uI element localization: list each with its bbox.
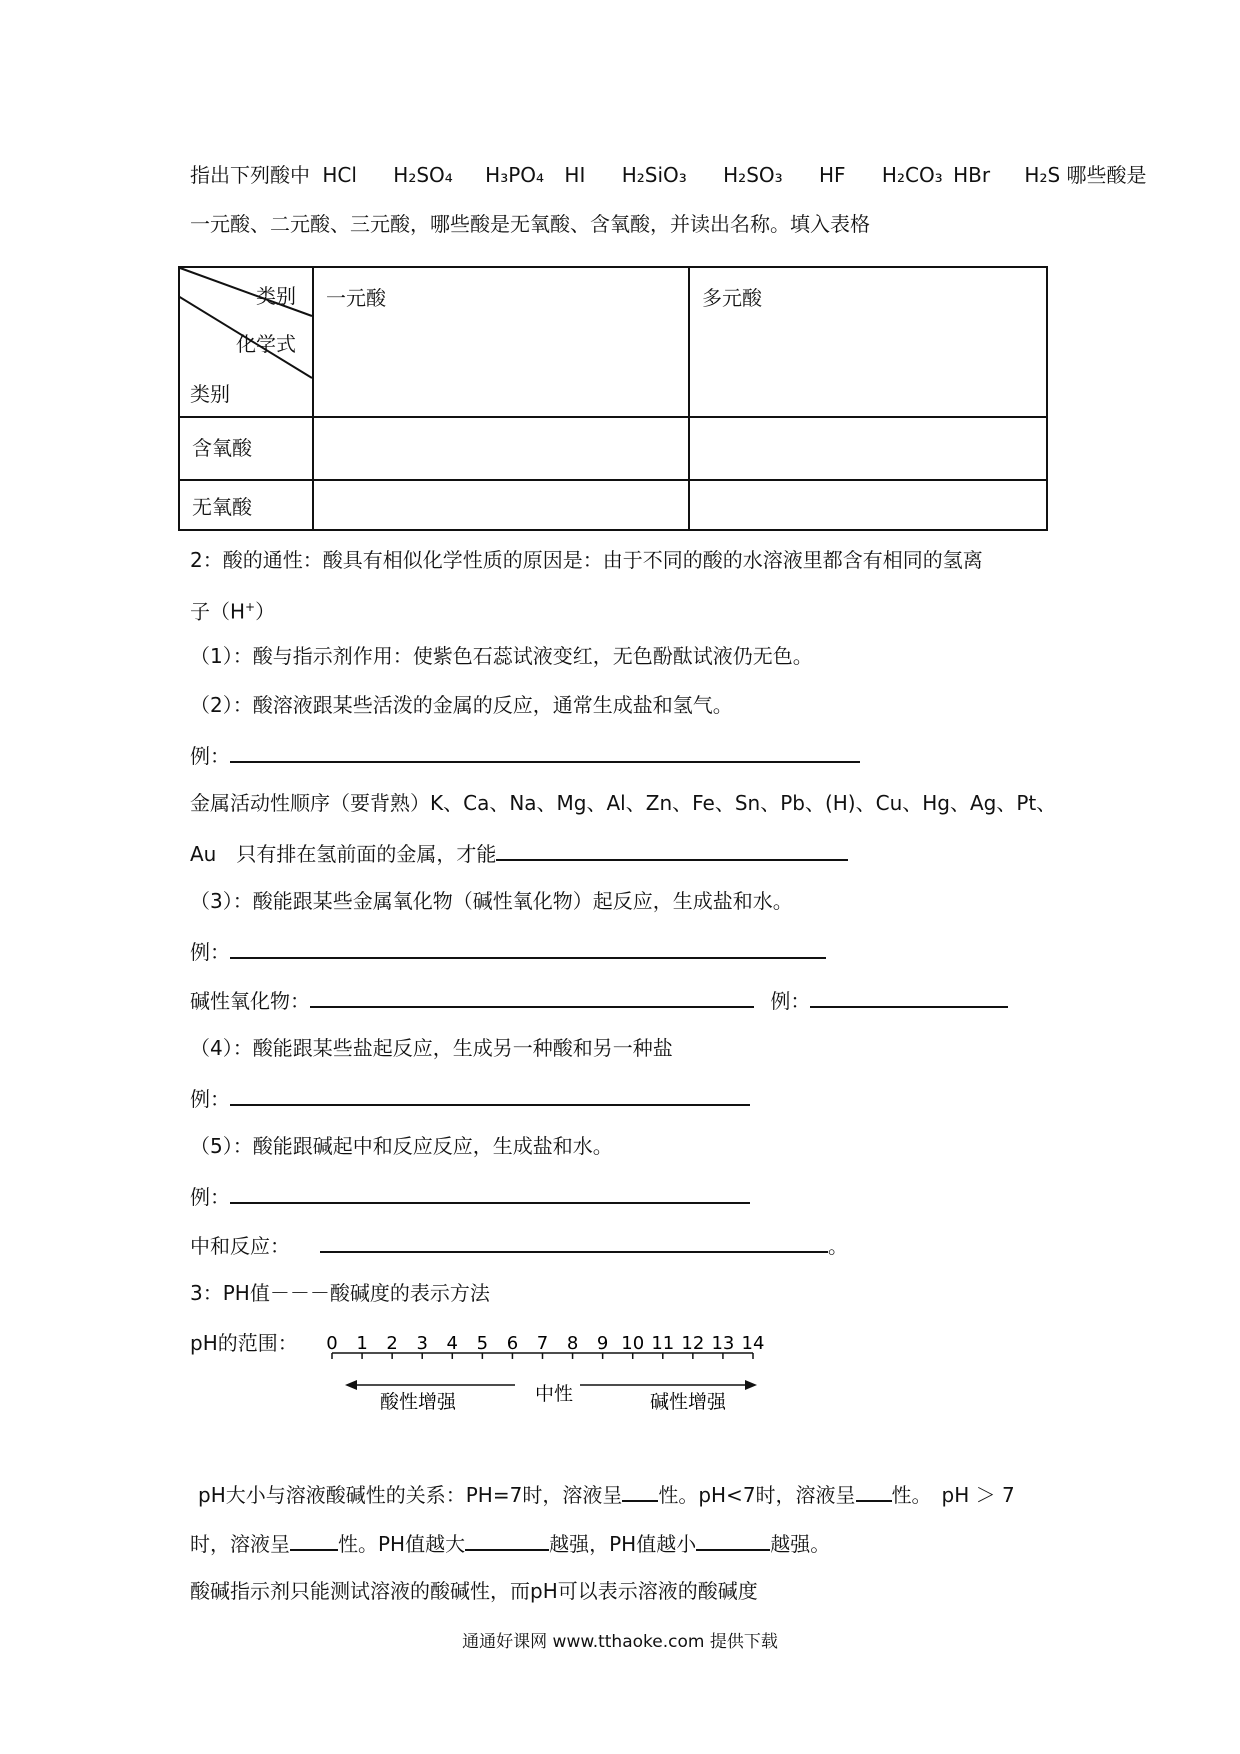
acid-h2sio3: H₂SiO₃	[621, 163, 687, 187]
answer-blank-8[interactable]	[320, 1229, 828, 1253]
table-diag-cell	[179, 267, 313, 417]
base-strength-label: 碱性增强	[650, 1391, 727, 1413]
row-oxyacid-label: 含氧酸	[179, 417, 313, 480]
diag-mid-label: 化学式	[236, 332, 296, 356]
diag-top-label: 类别	[256, 284, 296, 308]
acid-hi: HI	[564, 163, 586, 187]
ph-range-label: pH的范围：	[190, 1331, 298, 1355]
cell-oxy-poly[interactable]	[689, 417, 1047, 480]
ph-relation-1: pH大小与溶液酸碱性的关系：PH=7时，溶液呈 性。pH<7时，溶液呈 性。 pH ＞ 7	[198, 1478, 1015, 1510]
acid-hf: HF	[819, 163, 846, 187]
acid-arrow-head	[345, 1380, 357, 1390]
ph-number-6: 6	[506, 1333, 519, 1354]
basic-oxide-line: 碱性氧化物： 例：	[190, 984, 1008, 1016]
example-line-3: 例：	[190, 1082, 750, 1114]
diag-bottom-label: 类别	[190, 382, 230, 406]
sec2-p1: （1）：酸与指示剂作用：使紫色石蕊试液变红，无色酚酞试液仍无色。	[190, 644, 813, 668]
ph-number-1: 1	[356, 1333, 368, 1354]
ph-number-9: 9	[596, 1333, 609, 1354]
header-monoprotic: 一元酸	[313, 267, 689, 417]
base-arrow-head	[745, 1380, 757, 1390]
sec3-title: 3：PH值－－－酸碱度的表示方法	[190, 1281, 490, 1305]
ph-number-4: 4	[446, 1333, 459, 1354]
sec2-p2: （2）：酸溶液跟某些活泼的金属的反应，通常生成盐和氢气。	[190, 693, 733, 717]
intro-suffix: 哪些酸是	[1066, 163, 1147, 187]
acid-h2so4: H₂SO₄	[393, 163, 453, 187]
acid-hcl: HCl	[322, 163, 357, 187]
answer-blank-6[interactable]	[230, 1082, 750, 1106]
ph-number-0: 0	[326, 1333, 338, 1354]
ph-number-8: 8	[566, 1333, 579, 1354]
footer-credit: 通通好课网 www.tthaoke.com 提供下载	[462, 1632, 778, 1652]
ph-number-12: 12	[681, 1333, 705, 1354]
neutralization-line: 中和反应： 。	[190, 1229, 848, 1261]
ph-blank-2[interactable]	[856, 1478, 892, 1502]
ph-number-3: 3	[416, 1333, 428, 1354]
ph-blank-4[interactable]	[465, 1527, 549, 1551]
intro-line-2: 一元酸、二元酸、三元酸，哪些酸是无氧酸、含氧酸，并读出名称。填入表格	[190, 212, 870, 236]
sec2-p4: （4）：酸能跟某些盐起反应，生成另一种酸和另一种盐	[190, 1036, 673, 1060]
ph-number-2: 2	[386, 1333, 398, 1354]
answer-blank-3[interactable]	[230, 935, 826, 959]
answer-blank-7[interactable]	[230, 1180, 750, 1204]
acid-h2s: H₂S	[1024, 163, 1061, 187]
acid-h2so3: H₂SO₃	[723, 163, 783, 187]
cell-hyd-poly[interactable]	[689, 480, 1047, 530]
ph-blank-5[interactable]	[696, 1527, 770, 1551]
acid-table	[178, 266, 1048, 531]
example-line-4: 例：	[190, 1180, 750, 1212]
row-hydracid-label: 无氧酸	[179, 480, 313, 530]
sec2-p3: （3）：酸能跟某些金属氧化物（碱性氧化物）起反应，生成盐和水。	[190, 889, 793, 913]
answer-blank-1[interactable]	[230, 739, 860, 763]
answer-blank-4[interactable]	[310, 984, 754, 1008]
example-line-1: 例：	[190, 739, 860, 771]
intro-prefix: 指出下列酸中	[190, 163, 310, 187]
ph-number-14: 14	[741, 1333, 765, 1354]
activity-line-2: Au 只有排在氢前面的金属，才能	[190, 837, 848, 869]
ph-number-10: 10	[621, 1333, 645, 1354]
sec2-title-1: 2：酸的通性：酸具有相似化学性质的原因是：由于不同的酸的水溶液里都含有相同的氢离	[190, 548, 983, 572]
acid-hbr: HBr	[953, 163, 991, 187]
indicator-note: 酸碱指示剂只能测试溶液的酸碱性，而pH可以表示溶液的酸碱度	[190, 1579, 758, 1603]
intro-line-1	[190, 160, 1147, 190]
activity-line-1: 金属活动性顺序（要背熟）K、Ca、Na、Mg、Al、Zn、Fe、Sn、Pb、(H)、Cu、Hg、Ag、Pt、	[190, 791, 1057, 815]
neutral-label: 中性	[535, 1383, 574, 1405]
acid-strength-label: 酸性增强	[380, 1391, 457, 1413]
ph-number-7: 7	[536, 1333, 549, 1354]
cell-hyd-mono[interactable]	[313, 480, 689, 530]
ph-number-11: 11	[651, 1333, 675, 1354]
answer-blank-5[interactable]	[810, 984, 1008, 1008]
sec2-p5: （5）：酸能跟碱起中和反应反应，生成盐和水。	[190, 1134, 613, 1158]
sec2-title-2: 子（H+）	[190, 599, 276, 624]
ph-blank-1[interactable]	[622, 1478, 658, 1502]
acid-h2co3: H₂CO₃	[881, 163, 943, 187]
example-line-2: 例：	[190, 935, 826, 967]
ph-scale-diagram	[325, 1325, 765, 1415]
cell-oxy-mono[interactable]	[313, 417, 689, 480]
ph-relation-2: 时，溶液呈 性。PH值越大 越强，PH值越小 越强。	[190, 1527, 830, 1559]
acid-h3po4: H₃PO₄	[485, 163, 545, 187]
ph-number-13: 13	[711, 1333, 735, 1354]
answer-blank-2[interactable]	[496, 837, 848, 861]
ph-number-5: 5	[476, 1333, 489, 1354]
ph-blank-3[interactable]	[290, 1527, 338, 1551]
header-polyprotic: 多元酸	[689, 267, 1047, 417]
